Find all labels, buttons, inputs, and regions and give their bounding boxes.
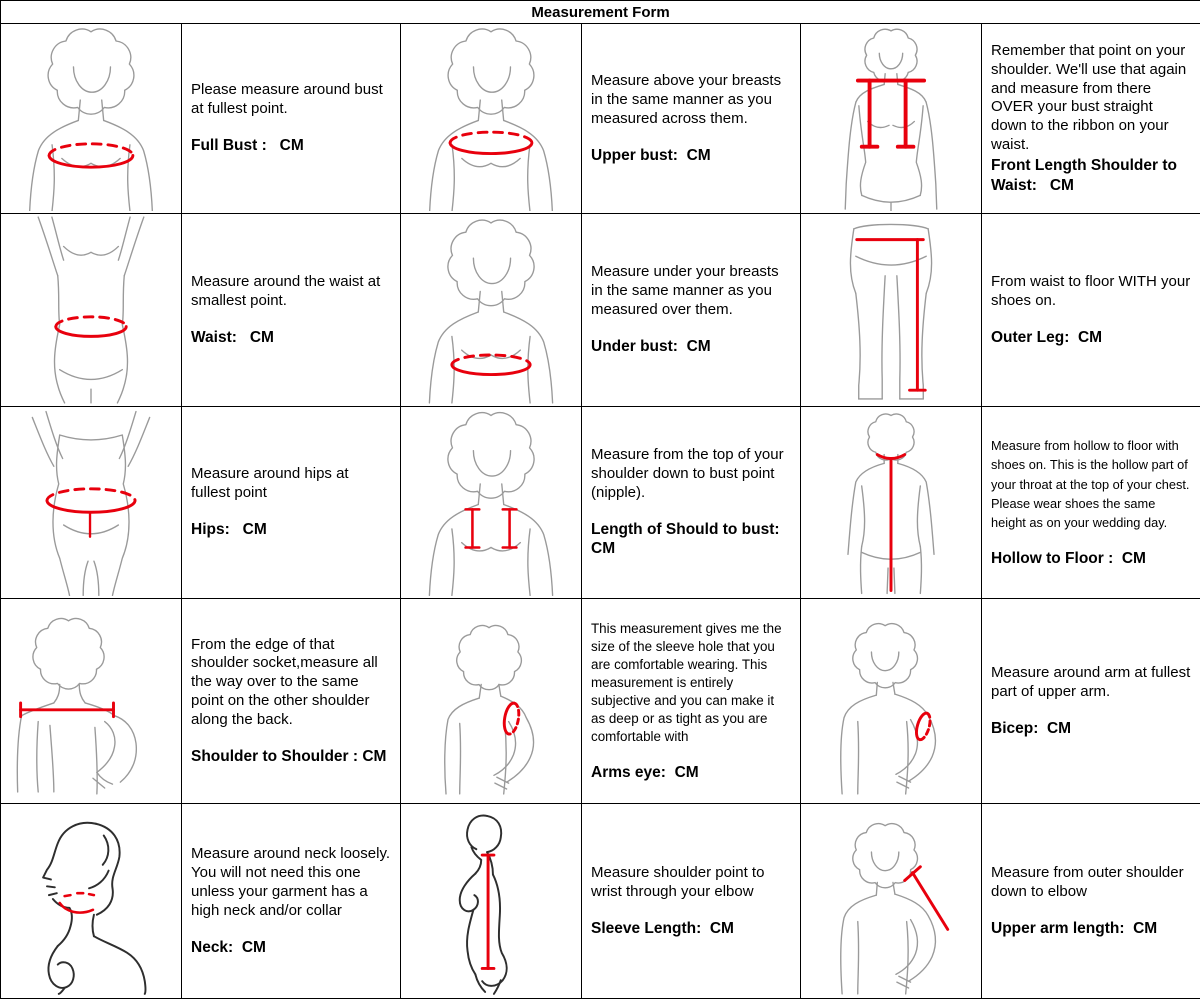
upper-bust-description: Measure above your breasts in the same manner as you measured across them. bbox=[591, 71, 786, 127]
under-bust-figure-icon bbox=[403, 216, 579, 404]
under-bust-description: Measure under your breasts in the same manner as you measured over them. bbox=[591, 263, 783, 319]
outer-leg-figure-icon bbox=[803, 216, 979, 404]
text-cell-neck bbox=[182, 804, 400, 998]
shoulder-to-bust-figure-icon bbox=[403, 409, 579, 596]
figure-cell-upper-bust bbox=[401, 24, 581, 213]
sleeve-length-figure-icon bbox=[403, 806, 579, 996]
neck-label: Neck: CM bbox=[191, 938, 266, 956]
upper-arm-length-description: Measure from outer shoulder down to elbow bbox=[991, 863, 1188, 900]
text-cell-shoulder-to-bust bbox=[582, 407, 800, 598]
text-cell-full-bust bbox=[182, 24, 400, 213]
shoulder-to-shoulder-description: From the edge of that shoulder socket,measure all the way over to the same point on the other shoulder along the back. bbox=[191, 635, 382, 729]
hips-label: Hips: CM bbox=[191, 521, 267, 539]
front-length-label: Front Length Shoulder to Waist: CM bbox=[991, 157, 1182, 194]
arms-eye-label: Arms eye: CM bbox=[591, 763, 699, 781]
full-bust-figure-icon bbox=[3, 26, 179, 211]
text-cell-hollow-to-floor bbox=[982, 407, 1200, 598]
full-bust-description: Please measure around bust at fullest point. bbox=[191, 81, 387, 118]
shoulder-to-bust-description: Measure from the top of your shoulder down to bust point (nipple). bbox=[591, 446, 788, 501]
text-cell-shoulder-to-shoulder bbox=[182, 599, 400, 803]
figure-cell-full-bust bbox=[1, 24, 181, 213]
figure-cell-upper-arm-length bbox=[801, 804, 981, 998]
shoulder-to-shoulder-label: Shoulder to Shoulder : CM bbox=[191, 747, 387, 765]
sleeve-length-label: Sleeve Length: CM bbox=[591, 919, 734, 937]
text-cell-hips bbox=[182, 407, 400, 598]
upper-arm-length-figure-icon bbox=[803, 806, 979, 996]
waist-description: Measure around the waist at smallest point. bbox=[191, 272, 385, 309]
figure-cell-waist bbox=[1, 214, 181, 406]
figure-cell-front-length bbox=[801, 24, 981, 213]
text-cell-waist bbox=[182, 214, 400, 406]
figure-cell-neck bbox=[1, 804, 181, 998]
shoulder-to-bust-label: Length of Should to bust: CM bbox=[591, 520, 789, 558]
figure-cell-arms-eye bbox=[401, 599, 581, 803]
hollow-to-floor-label: Hollow to Floor : CM bbox=[991, 550, 1146, 568]
front-length-figure-icon bbox=[803, 26, 979, 211]
hollow-to-floor-figure-icon bbox=[803, 409, 979, 596]
figure-cell-under-bust bbox=[401, 214, 581, 406]
text-cell-upper-bust bbox=[582, 24, 800, 213]
shoulder-to-shoulder-figure-icon bbox=[3, 601, 179, 801]
figure-cell-outer-leg bbox=[801, 214, 981, 406]
text-cell-sleeve-length bbox=[582, 804, 800, 998]
waist-figure-icon bbox=[3, 216, 179, 404]
text-cell-arms-eye bbox=[582, 599, 800, 803]
full-bust-label: Full Bust : CM bbox=[191, 137, 304, 155]
text-cell-upper-arm-length bbox=[982, 804, 1200, 998]
figure-cell-sleeve-length bbox=[401, 804, 581, 998]
arms-eye-description: This measurement gives me the size of the sleeve hole that you are comfortable wearing. This measurement is entirely subjective and you can make it as deep or as tight as you are comfortable with bbox=[591, 620, 786, 744]
hips-description: Measure around hips at fullest point bbox=[191, 465, 353, 502]
upper-bust-label: Upper bust: CM bbox=[591, 146, 711, 164]
figure-cell-hollow-to-floor bbox=[801, 407, 981, 598]
bicep-description: Measure around arm at fullest part of upper arm. bbox=[991, 663, 1195, 700]
outer-leg-description: From waist to floor WITH your shoes on. bbox=[991, 272, 1195, 309]
waist-label: Waist: CM bbox=[191, 328, 274, 346]
under-bust-label: Under bust: CM bbox=[591, 338, 711, 356]
bicep-figure-icon bbox=[803, 601, 979, 801]
hips-figure-icon bbox=[3, 409, 179, 596]
sleeve-length-description: Measure shoulder point to wrist through your elbow bbox=[591, 863, 769, 900]
hollow-to-floor-description: Measure from hollow to floor with shoes on. This is the hollow part of your throat at the top of your chest. Please wear shoes the same height as on your wedding day. bbox=[991, 438, 1194, 531]
arms-eye-figure-icon bbox=[403, 601, 579, 801]
upper-bust-figure-icon bbox=[403, 26, 579, 211]
neck-figure-icon bbox=[3, 806, 179, 996]
text-cell-under-bust bbox=[582, 214, 800, 406]
bicep-label: Bicep: CM bbox=[991, 719, 1072, 737]
neck-description: Measure around neck loosely. You will not need this one unless your garment has a high neck and/or collar bbox=[191, 844, 394, 919]
form-title: Measurement Form bbox=[1, 1, 1200, 23]
text-cell-bicep bbox=[982, 599, 1200, 803]
figure-cell-shoulder-to-bust bbox=[401, 407, 581, 598]
figure-cell-shoulder-to-shoulder bbox=[1, 599, 181, 803]
figure-cell-bicep bbox=[801, 599, 981, 803]
upper-arm-length-label: Upper arm length: CM bbox=[991, 919, 1158, 937]
front-length-description: Remember that point on your shoulder. We'll use that again and measure from there OVER your bust straight down to the ribbon on your waist. bbox=[991, 41, 1191, 154]
figure-cell-hips bbox=[1, 407, 181, 598]
outer-leg-label: Outer Leg: CM bbox=[991, 328, 1103, 346]
text-cell-outer-leg bbox=[982, 214, 1200, 406]
text-cell-front-length bbox=[982, 24, 1200, 213]
